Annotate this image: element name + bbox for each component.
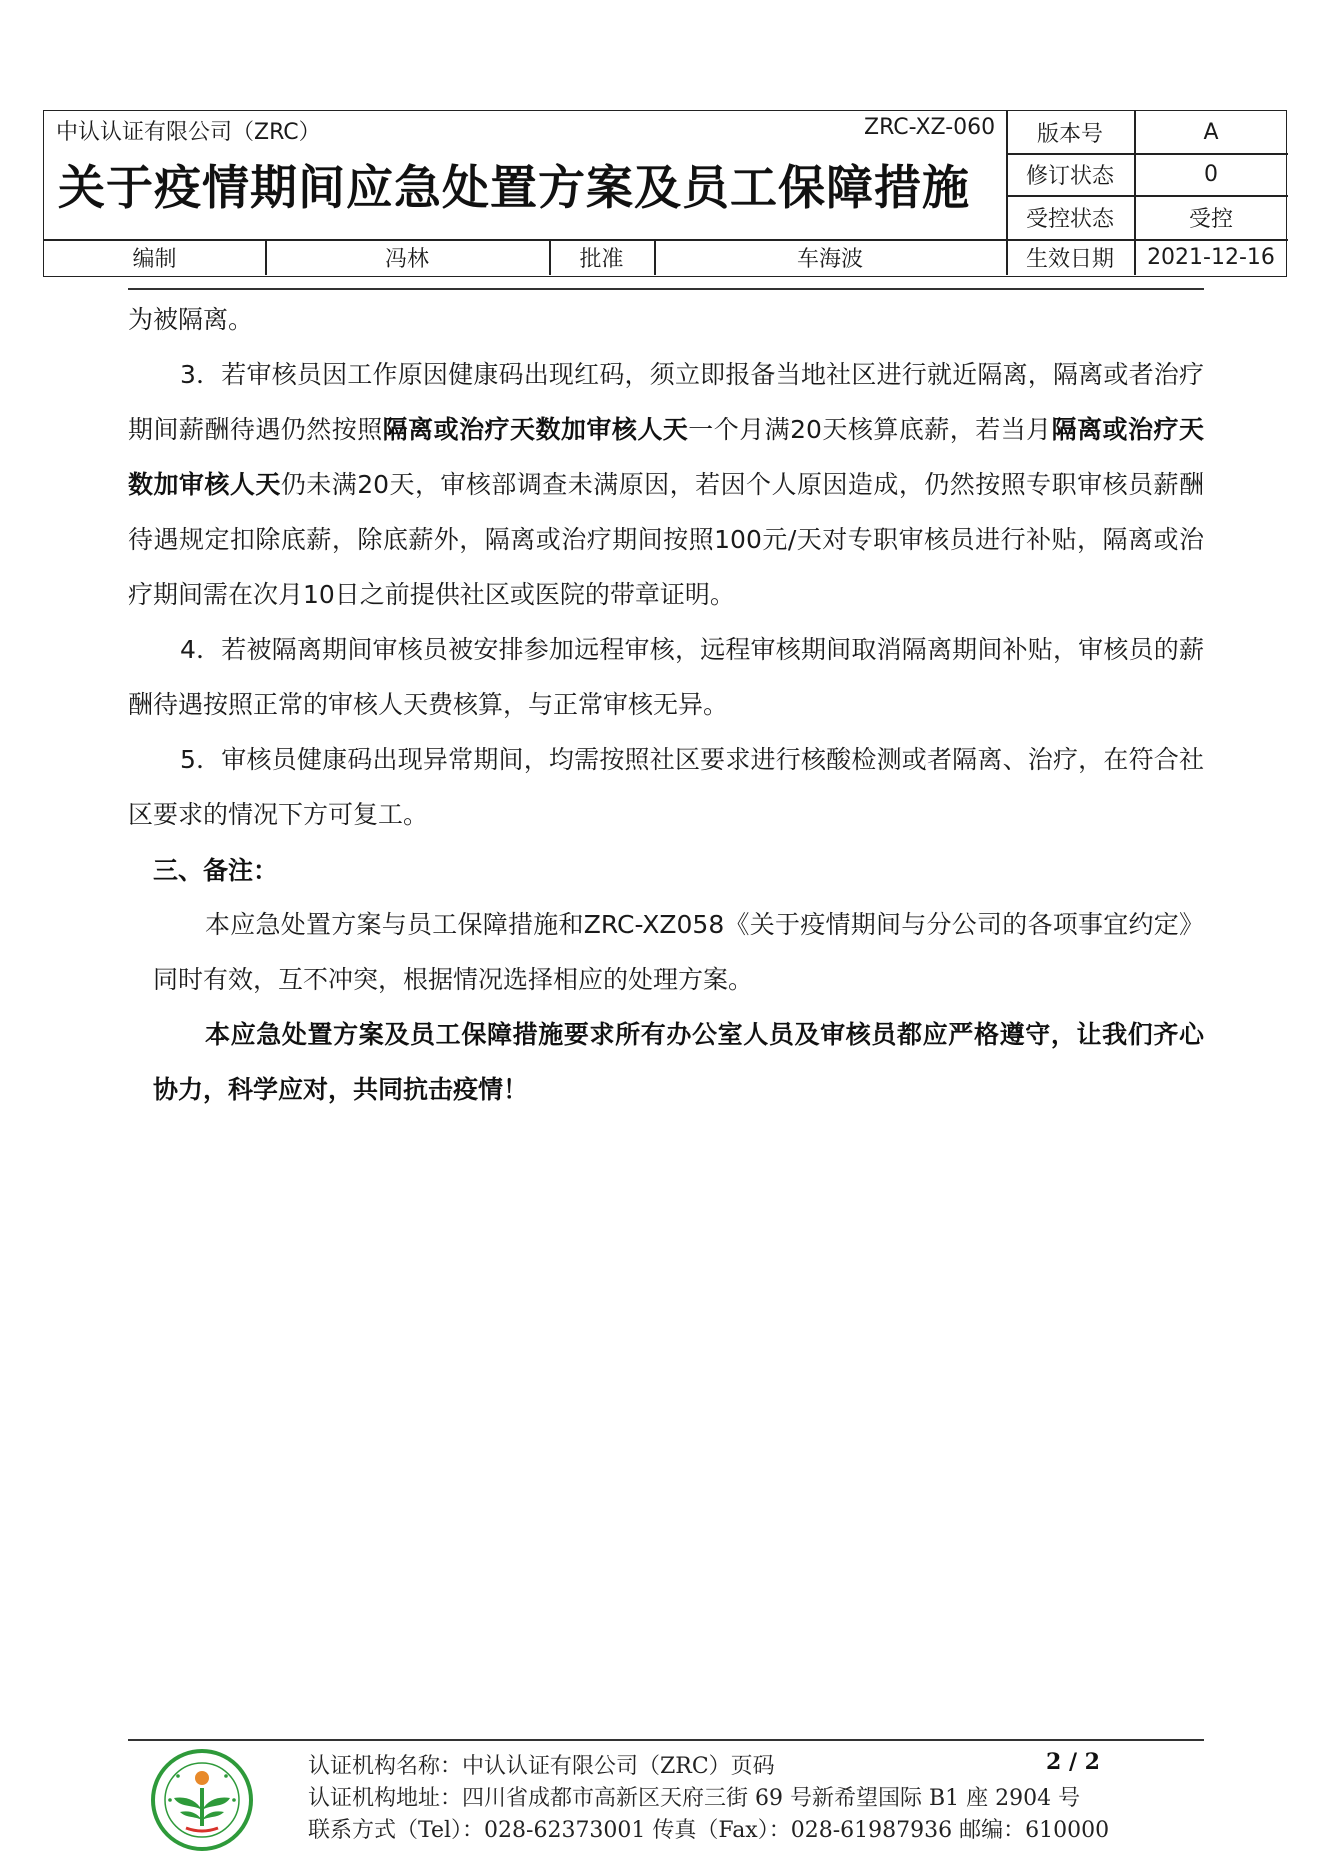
- paragraph-text: 4．若被隔离期间审核员被安排参加远程审核，远程审核期间取消隔离期间补贴，审核员的薪酬待遇按照正常的审核人天费核算，与正常审核无异。: [128, 635, 1204, 719]
- footer-org-name: 认证机构名称：中认认证有限公司（ZRC）页码: [308, 1754, 775, 1779]
- version-label: 版本号: [1036, 121, 1103, 147]
- document-number: ZRC-XZ-060: [864, 115, 996, 140]
- header-rule: [128, 288, 1204, 290]
- effective-date-value: 2021-12-16: [1147, 244, 1275, 270]
- approver-label: 批准: [579, 246, 624, 272]
- bold-phrase: 隔离或治疗天数加审核人天: [382, 415, 689, 444]
- note-paragraph-2: [153, 1007, 1204, 1117]
- author-value: 冯林: [384, 246, 429, 272]
- control-label: 受控状态: [1025, 206, 1114, 232]
- paragraph-text: 一个月满20天核算底薪，若当月: [688, 415, 1052, 444]
- paragraph-text: 5．审核员健康码出现异常期间，均需按照社区要求进行核酸检测或者隔离、治疗，在符合社区要求的情况下方可复工。: [128, 745, 1204, 829]
- version-value: A: [1203, 119, 1219, 145]
- note-paragraph-1: [153, 897, 1204, 1007]
- effective-date-label: 生效日期: [1025, 246, 1114, 272]
- certification-seal-icon: [150, 1748, 254, 1852]
- paragraph-text: 本应急处置方案与员工保障措施和ZRC-XZ058《关于疫情期间与分公司的各项事宜约定》同时有效，互不冲突，根据情况选择相应的处理方案。: [153, 910, 1204, 994]
- paragraph-item-5: [128, 732, 1204, 842]
- paragraph-text: 仍未满20天，审核部调查未满原因，若因个人原因造成，仍然按照专职审核员薪酬待遇规定扣除底薪，除底薪外，隔离或治疗期间按照100元/天对专职审核员进行补贴，隔离或治疗期间需在次月10日之前提供社区或医院的带章证明。: [128, 470, 1204, 609]
- revision-value: 0: [1204, 161, 1218, 187]
- footer-contact: 联系方式（Tel）：028-62373001 传真（Fax）：028-61987936 邮编：610000: [308, 1818, 1110, 1843]
- paragraph-text: 为被隔离。: [128, 305, 254, 334]
- section-heading-notes: 三、备注：: [153, 856, 279, 885]
- author-label: 编制: [132, 246, 177, 272]
- bold-phrase: 隔离或治疗天数加审核人天: [128, 415, 1204, 499]
- paragraph-continuation: [128, 292, 1204, 347]
- page-number: 2 / 2: [1046, 1749, 1100, 1775]
- paragraph-item-4: [128, 622, 1204, 732]
- paragraph-text: 本应急处置方案及员工保障措施要求所有办公室人员及审核员都应严格遵守，让我们齐心协力，科学应对，共同抗击疫情！: [153, 1020, 1204, 1104]
- footer-rule: [128, 1739, 1204, 1741]
- document-title: 关于疫情期间应急处置方案及员工保障措施: [58, 161, 970, 216]
- document-header-table: [43, 110, 1287, 277]
- footer-address: 认证机构地址：四川省成都市高新区天府三街 69 号新希望国际 B1 座 2904 号: [308, 1786, 1081, 1811]
- control-value: 受控: [1188, 206, 1233, 232]
- approver-value: 车海波: [796, 246, 863, 272]
- paragraph-item-3: [128, 347, 1204, 622]
- revision-label: 修订状态: [1025, 163, 1114, 189]
- company-name: 中认认证有限公司（ZRC）: [56, 120, 321, 145]
- paragraph-text: 3．若审核员因工作原因健康码出现红码，须立即报备当地社区进行就近隔离，隔离或者治疗期间薪酬待遇仍然按照: [128, 360, 1204, 444]
